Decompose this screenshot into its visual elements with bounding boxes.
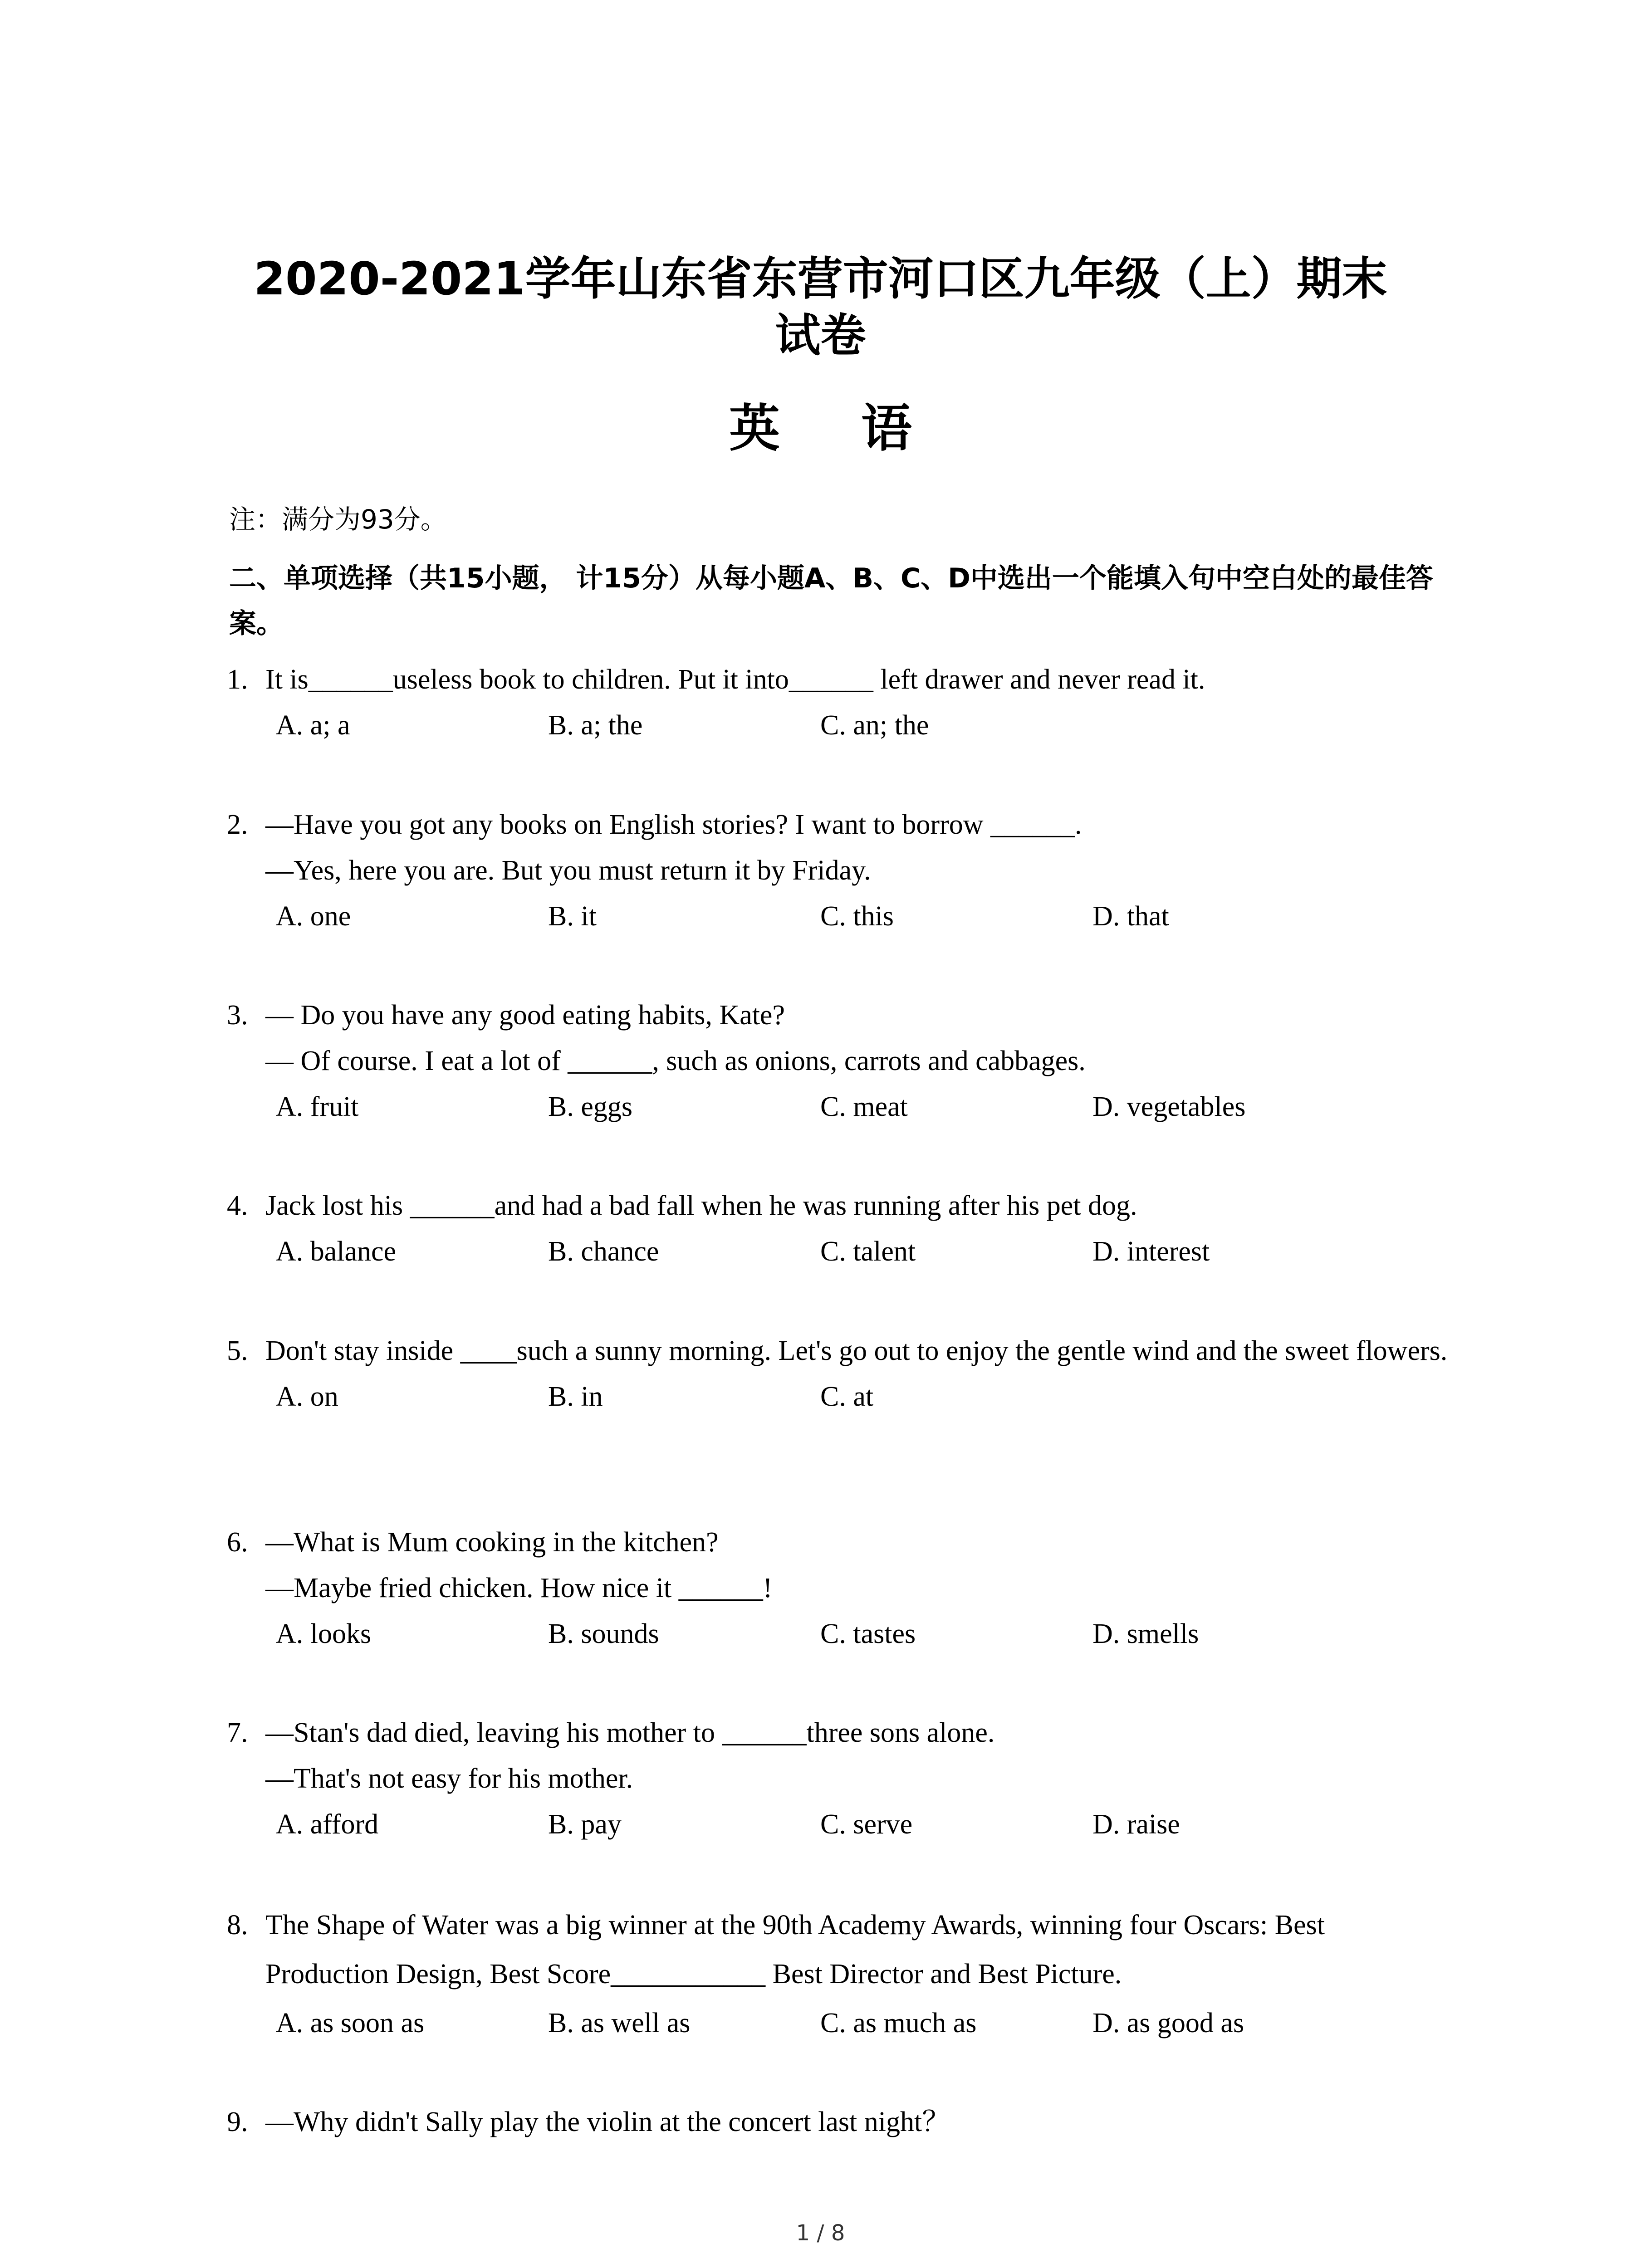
options-row [227,1999,1452,2044]
question-number: 2. [227,809,248,840]
question-text: —What is Mum cooking in the kitchen? [265,1527,719,1558]
question-number: 1. [227,664,248,695]
question-text: The Shape of Water was a big winner at the 90th Academy Awards, winning four Oscars: Best Production Design, Best Score___________ Best Director and Best Picture. [265,1910,1325,1989]
page-number: 1 / 8 [796,2220,845,2246]
option-c: C. meat [820,1091,908,1122]
option-a: A. balance [276,1236,397,1267]
question-number: 3. [227,1000,248,1031]
option-b: B. it [548,901,597,932]
question-text: Don't stay inside ____such a sunny morning. Let's go out to enjoy the gentle wind and the sweet flowers. [265,1335,1448,1366]
option-a: A. a; a [276,710,350,741]
question-6 [227,1520,1452,1657]
options-row [227,703,1452,748]
option-a: A. on [276,1381,338,1412]
question-text: —That's not easy for his mother. [265,1763,633,1794]
question-text: —Maybe fried chicken. How nice it ______! [265,1573,773,1603]
option-c: C. as much as [820,2008,977,2038]
subject-title: 英 语 [729,399,944,458]
option-d: D. interest [1092,1236,1210,1267]
question-text: —Have you got any books on English stories? I want to borrow ______. [265,809,1082,840]
question-text: —Why didn't Sally play the violin at the concert last night？ [265,2107,950,2137]
option-a: A. looks [276,1618,372,1649]
option-b: B. a; the [548,710,643,741]
option-b: B. sounds [548,1618,659,1649]
score-note: 注：满分为93分。 [229,504,447,535]
question-8 [227,1901,1452,2044]
question-text: Jack lost his ______and had a bad fall when he was running after his pet dog. [265,1190,1137,1221]
question-number: 6. [227,1527,248,1558]
option-b: B. as well as [548,2008,691,2038]
option-b: B. chance [548,1236,659,1267]
question-2 [227,802,1452,939]
options-row [227,1374,1452,1420]
option-d: D. vegetables [1092,1091,1246,1122]
question-number: 9. [227,2107,248,2137]
options-row [227,1802,1452,1848]
option-a: A. afford [276,1809,379,1840]
option-b: B. eggs [548,1091,632,1122]
question-text: —Stan's dad died, leaving his mother to ______three sons alone. [265,1717,995,1748]
options-row [227,1084,1452,1130]
option-a: A. as soon as [276,2008,425,2038]
exam-title-line1: 2020-2021学年山东省东营市河口区九年级（上）期末 [254,252,1387,305]
question-7 [227,1710,1452,1848]
question-9 [227,2099,1452,2145]
exam-title-line2: 试卷 [775,309,866,362]
option-c: C. an; the [820,710,929,741]
question-number: 5. [227,1335,248,1366]
option-d: D. smells [1092,1618,1199,1649]
option-c: C. serve [820,1809,913,1840]
section-heading: 二、单项选择（共15小题， 计15分）从每小题A、B、C、D中选出一个能填入句中空白处的最佳答案。 [229,562,1433,640]
question-number: 7. [227,1717,248,1748]
question-1 [227,657,1452,748]
option-c: C. talent [820,1236,916,1267]
option-b: B. in [548,1381,603,1412]
options-row [227,894,1452,939]
question-5 [227,1328,1452,1420]
option-a: A. fruit [276,1091,359,1122]
option-d: D. raise [1092,1809,1180,1840]
option-a: A. one [276,901,351,932]
question-4 [227,1183,1452,1275]
question-text: It is______useless book to children. Put it into______ left drawer and never read it. [265,664,1205,695]
question-text: — Do you have any good eating habits, Kate? [265,1000,785,1031]
option-c: C. tastes [820,1618,916,1649]
options-row [227,1611,1452,1657]
option-d: D. that [1092,901,1169,932]
options-row [227,1229,1452,1275]
option-c: C. this [820,901,894,932]
question-text: — Of course. I eat a lot of ______, such as onions, carrots and cabbages. [265,1046,1086,1076]
option-c: C. at [820,1381,874,1412]
question-text: —Yes, here you are. But you must return it by Friday. [265,855,871,886]
option-b: B. pay [548,1809,622,1840]
question-number: 4. [227,1190,248,1221]
question-3 [227,992,1452,1130]
option-d: D. as good as [1092,2008,1244,2038]
question-number: 8. [227,1910,248,1941]
